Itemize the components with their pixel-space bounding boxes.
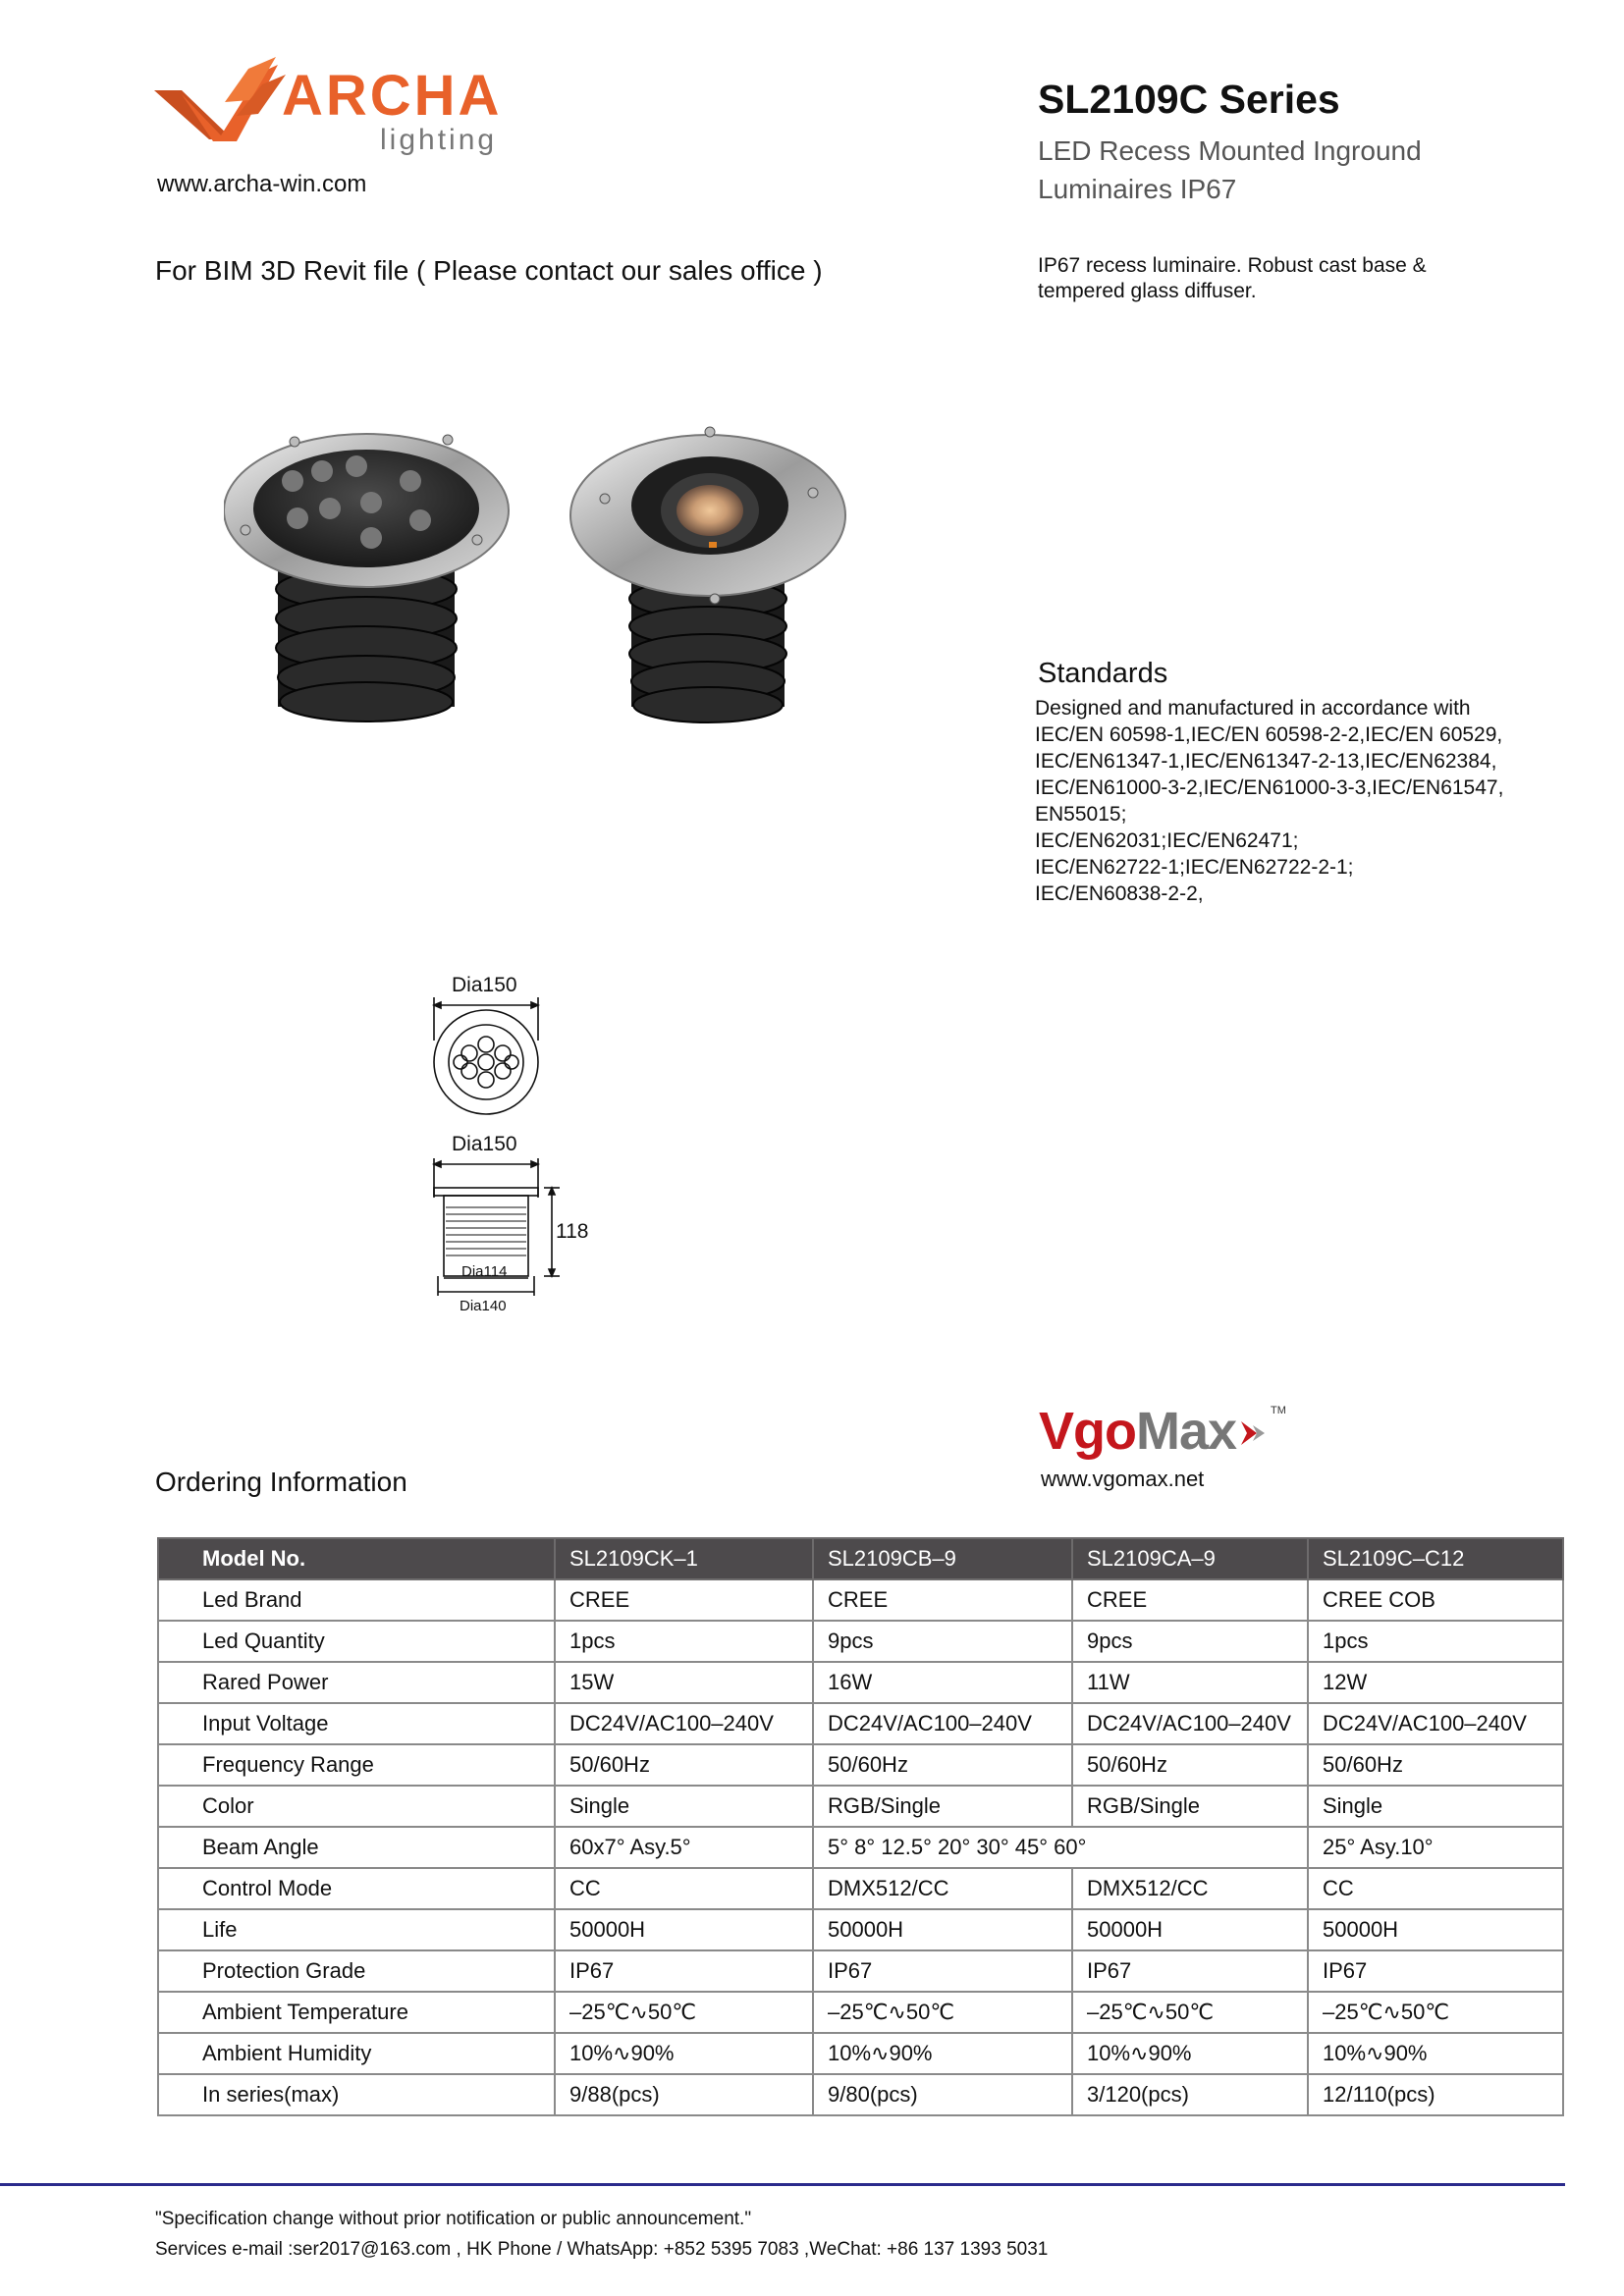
standards-line: IEC/EN60838-2-2, [1035, 882, 1204, 905]
footer-notice: "Specification change without prior notification or public announcement." [155, 2209, 752, 2229]
row-label: In series(max) [158, 2074, 555, 2115]
cell: DC24V/AC100–240V [1072, 1703, 1308, 1744]
row-label: Ambient Temperature [158, 1992, 555, 2033]
brand-name: ARCHA [282, 64, 503, 128]
vgomax-tm: TM [1271, 1405, 1286, 1416]
header-model: SL2109CK–1 [555, 1538, 813, 1579]
cell: 10%∿90% [1308, 2033, 1563, 2074]
vgomax-logo [1039, 1398, 1294, 1467]
cell: 50000H [555, 1909, 813, 1950]
dimension-drawing [422, 972, 619, 1325]
bottom-dia-label: Dia140 [460, 1298, 507, 1314]
cell: CREE COB [1308, 1579, 1563, 1621]
standards-line: IEC/EN61347-1,IEC/EN61347-2-13,IEC/EN62384, [1035, 750, 1497, 773]
archa-logo [152, 51, 525, 159]
cell: 9pcs [1072, 1621, 1308, 1662]
side-dia-label: Dia150 [452, 1133, 517, 1155]
cell: 50/60Hz [813, 1744, 1072, 1786]
chevron-right-icon [1241, 1421, 1265, 1445]
row-label: Led Quantity [158, 1621, 555, 1662]
cell: DMX512/CC [1072, 1868, 1308, 1909]
page-title: SL2109C Series [1038, 77, 1340, 122]
luminaire-photo-cob [570, 427, 845, 722]
row-label: Led Brand [158, 1579, 555, 1621]
cell: DC24V/AC100–240V [813, 1703, 1072, 1744]
luminaire-photo-9led [224, 434, 509, 721]
table-row [158, 1786, 1563, 1827]
cell: 16W [813, 1662, 1072, 1703]
footer-divider [0, 2183, 1565, 2186]
footer-contact: Services e-mail :ser2017@163.com , HK Phone / WhatsApp: +852 5395 7083 ,WeChat: +86 137 1393 5031 [155, 2239, 1049, 2260]
header-model: SL2109C–C12 [1308, 1538, 1563, 1579]
cell: 15W [555, 1662, 813, 1703]
standards-line: IEC/EN 60598-1,IEC/EN 60598-2-2,IEC/EN 60529, [1035, 723, 1503, 746]
cell: 10%∿90% [555, 2033, 813, 2074]
brand-website[interactable]: www.archa-win.com [157, 171, 367, 197]
brand-tagline: lighting [380, 124, 498, 156]
header-model-no: Model No. [158, 1538, 555, 1579]
standards-line: Designed and manufactured in accordance with [1035, 697, 1471, 720]
cell: CREE [555, 1579, 813, 1621]
table-row [158, 1950, 1563, 1992]
header-model: SL2109CB–9 [813, 1538, 1072, 1579]
svg-text:VgoMax [1039, 1402, 1237, 1461]
cell: 1pcs [1308, 1621, 1563, 1662]
cell: –25℃∿50℃ [555, 1992, 813, 2033]
row-label: Input Voltage [158, 1703, 555, 1744]
cell: 50000H [813, 1909, 1072, 1950]
cell: 1pcs [555, 1621, 813, 1662]
row-label: Control Mode [158, 1868, 555, 1909]
cell: DMX512/CC [813, 1868, 1072, 1909]
cell: –25℃∿50℃ [1072, 1992, 1308, 2033]
cell: 11W [1072, 1662, 1308, 1703]
table-row [158, 1579, 1563, 1621]
cell: CC [555, 1868, 813, 1909]
cell: 50/60Hz [1308, 1744, 1563, 1786]
cell: –25℃∿50℃ [1308, 1992, 1563, 2033]
cell: IP67 [1308, 1950, 1563, 1992]
cell: IP67 [555, 1950, 813, 1992]
ordering-title: Ordering Information [155, 1467, 407, 1497]
row-label: Beam Angle [158, 1827, 555, 1868]
row-label: Life [158, 1909, 555, 1950]
subtitle-line-1: LED Recess Mounted Inground [1038, 135, 1422, 166]
ordering-table [157, 1537, 1564, 2116]
table-row [158, 1621, 1563, 1662]
cell: RGB/Single [1072, 1786, 1308, 1827]
height-label: 118 [556, 1220, 589, 1243]
table-header-row [158, 1538, 1563, 1579]
cell: DC24V/AC100–240V [1308, 1703, 1563, 1744]
standards-line: IEC/EN62722-1;IEC/EN62722-2-1; [1035, 856, 1354, 879]
vgomax-url[interactable]: www.vgomax.net [1041, 1467, 1205, 1491]
table-row [158, 1744, 1563, 1786]
cell: 25° Asy.10° [1308, 1827, 1563, 1868]
table-row [158, 2074, 1563, 2115]
cell: 12/110(pcs) [1308, 2074, 1563, 2115]
vgomax-name-b: Max [1136, 1402, 1237, 1461]
cell: CREE [1072, 1579, 1308, 1621]
cell: 50/60Hz [555, 1744, 813, 1786]
product-description: IP67 recess luminaire. Robust cast base & tempered glass diffuser. [1038, 254, 1427, 302]
product-photos [224, 412, 872, 726]
header-model: SL2109CA–9 [1072, 1538, 1308, 1579]
standards-line: IEC/EN61000-3-2,IEC/EN61000-3-3,IEC/EN61547, [1035, 776, 1504, 799]
cell: RGB/Single [813, 1786, 1072, 1827]
cell: DC24V/AC100–240V [555, 1703, 813, 1744]
cell: 9pcs [813, 1621, 1072, 1662]
standards-list [1035, 695, 1585, 907]
cell: 12W [1308, 1662, 1563, 1703]
row-label: Color [158, 1786, 555, 1827]
table-row [158, 1827, 1563, 1868]
cell: 10%∿90% [1072, 2033, 1308, 2074]
cell: IP67 [1072, 1950, 1308, 1992]
cell: CREE [813, 1579, 1072, 1621]
table-row [158, 1703, 1563, 1744]
cell-merged: 5° 8° 12.5° 20° 30° 45° 60° [813, 1827, 1308, 1868]
cell: 50000H [1072, 1909, 1308, 1950]
table-row [158, 1909, 1563, 1950]
table-row [158, 1662, 1563, 1703]
row-label: Rared Power [158, 1662, 555, 1703]
row-label: Frequency Range [158, 1744, 555, 1786]
standards-line: EN55015; [1035, 803, 1127, 826]
row-label: Ambient Humidity [158, 2033, 555, 2074]
cell: 3/120(pcs) [1072, 2074, 1308, 2115]
row-label: Protection Grade [158, 1950, 555, 1992]
table-row [158, 1992, 1563, 2033]
top-dia-label: Dia150 [452, 974, 517, 996]
table-row [158, 2033, 1563, 2074]
inner-dia-label: Dia114 [461, 1263, 508, 1280]
cell: IP67 [813, 1950, 1072, 1992]
cell: Single [1308, 1786, 1563, 1827]
archa-swoosh-icon [154, 57, 286, 141]
cell: 50000H [1308, 1909, 1563, 1950]
cell: CC [1308, 1868, 1563, 1909]
page-subtitle [1038, 132, 1548, 208]
cell: 9/80(pcs) [813, 2074, 1072, 2115]
cell: –25℃∿50℃ [813, 1992, 1072, 2033]
cell: 60x7° Asy.5° [555, 1827, 813, 1868]
standards-line: IEC/EN62031;IEC/EN62471; [1035, 829, 1299, 852]
vgomax-name-a: Vgo [1039, 1402, 1136, 1461]
cell: 10%∿90% [813, 2033, 1072, 2074]
cell: Single [555, 1786, 813, 1827]
table-row [158, 1868, 1563, 1909]
bim-note: For BIM 3D Revit file ( Please contact our sales office ) [155, 255, 823, 286]
cell: 50/60Hz [1072, 1744, 1308, 1786]
standards-heading: Standards [1038, 658, 1168, 689]
subtitle-line-2: Luminaires IP67 [1038, 174, 1237, 204]
cell: 9/88(pcs) [555, 2074, 813, 2115]
top-view [434, 997, 538, 1114]
